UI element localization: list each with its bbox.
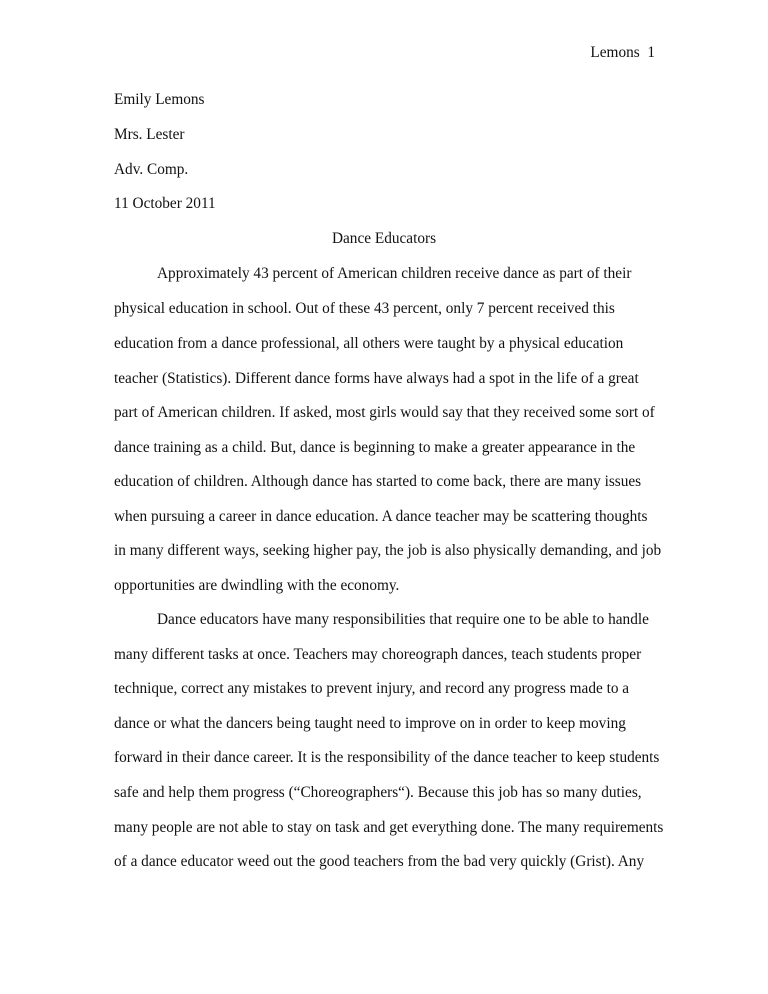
body-line: dance or what the dancers being taught need to improve on in order to keep moving xyxy=(114,715,626,732)
body-line: teacher (Statistics). Different dance forms have always had a spot in the life of a great xyxy=(114,370,639,387)
body-line: many different tasks at once. Teachers may choreograph dances, teach students proper xyxy=(114,646,642,663)
body-line: opportunities are dwindling with the economy. xyxy=(114,577,400,594)
essay-date: 11 October 2011 xyxy=(114,195,216,212)
body-line: physical education in school. Out of these 43 percent, only 7 percent received this xyxy=(114,300,615,317)
body-line: education from a dance professional, all others were taught by a physical education xyxy=(114,335,624,352)
body-line: when pursuing a career in dance education. A dance teacher may be scattering thoughts xyxy=(114,508,648,525)
body-line: technique, correct any mistakes to prevent injury, and record any progress made to a xyxy=(114,680,630,697)
body-line: many people are not able to stay on task and get everything done. The many requirements xyxy=(114,819,664,836)
body-line: Approximately 43 percent of American children receive dance as part of their xyxy=(157,265,632,282)
essay-title: Dance Educators xyxy=(331,230,437,247)
author-name: Emily Lemons xyxy=(114,91,205,108)
body-line: safe and help them progress (“Choreographers“). Because this job has so many duties, xyxy=(114,784,642,801)
running-head: Lemons 1 xyxy=(590,44,655,61)
body-line: of a dance educator weed out the good teachers from the bad very quickly (Grist). Any xyxy=(114,853,645,870)
body-line: Dance educators have many responsibilities that require one to be able to handle xyxy=(157,611,649,628)
body-line: education of children. Although dance has started to come back, there are many issues xyxy=(114,473,642,490)
course-name: Adv. Comp. xyxy=(114,161,189,178)
instructor-name: Mrs. Lester xyxy=(114,126,185,143)
body-line: part of American children. If asked, most girls would say that they received some sort of xyxy=(114,404,655,421)
body-line: forward in their dance career. It is the responsibility of the dance teacher to keep students xyxy=(114,749,660,766)
body-line: in many different ways, seeking higher pay, the job is also physically demanding, and job xyxy=(114,542,662,559)
body-line: dance training as a child. But, dance is beginning to make a greater appearance in the xyxy=(114,439,636,456)
